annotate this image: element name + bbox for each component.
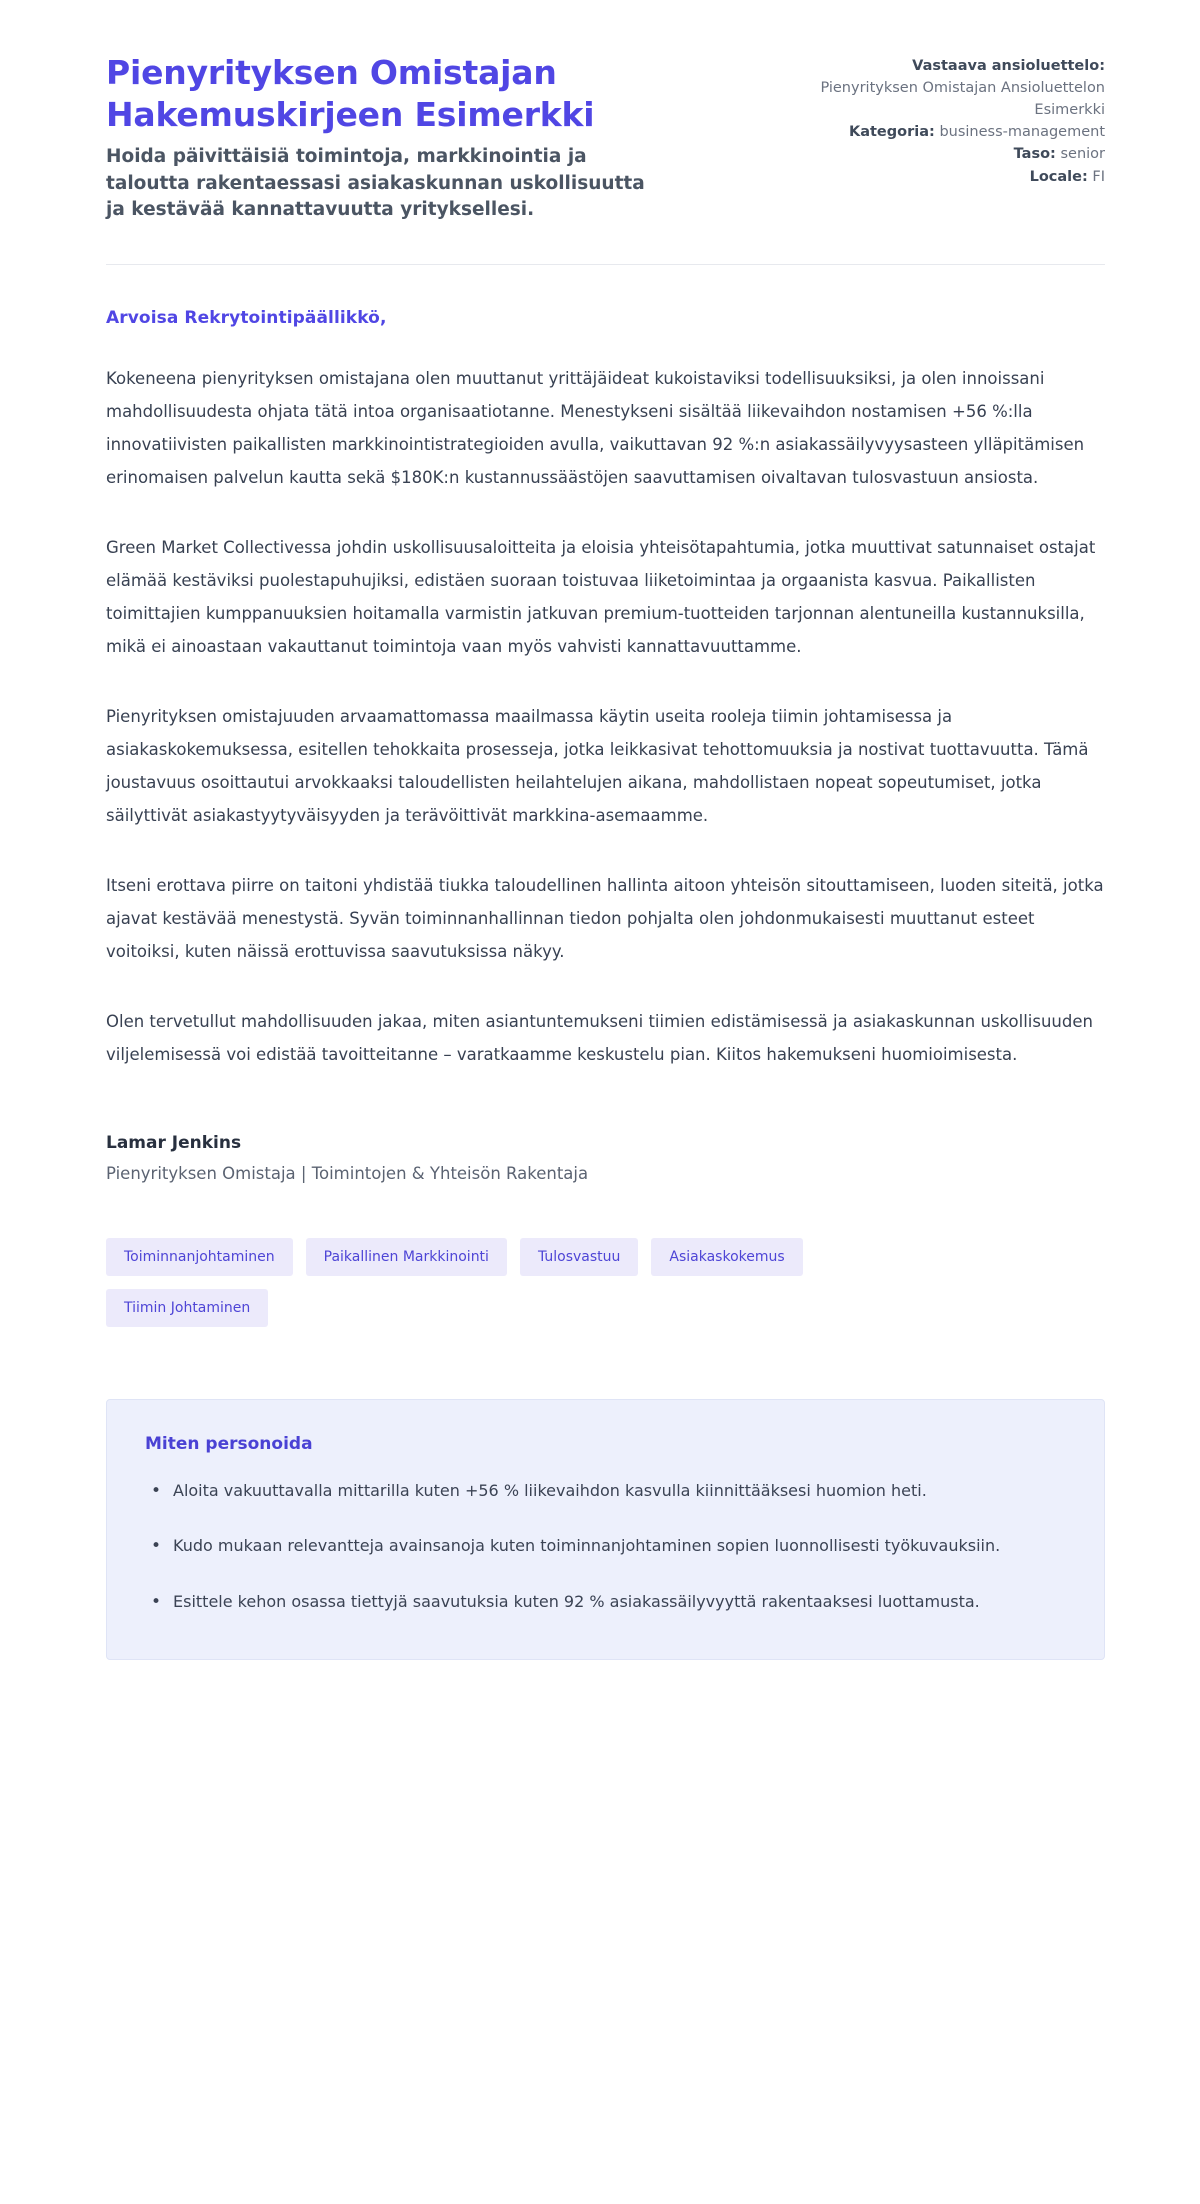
skill-tag[interactable]: Paikallinen Markkinointi <box>306 1238 507 1276</box>
meta-category-value: business-management <box>939 123 1105 140</box>
personalization-callout <box>106 1399 1105 1660</box>
letter-paragraph: Olen tervetullut mahdollisuuden jakaa, miten asiantuntemukseni tiimien edistämisessä ja asiakaskunnan uskollisuuden viljelemisessä voi edistää tavoitteitanne – varatkaamme keskustelu pian. Kiitos hakemukseni huomioimisesta. <box>106 1012 1093 1065</box>
document-header <box>106 52 1105 223</box>
callout-tip-item: • Aloita vakuuttavalla mittarilla kuten +56 % liikevaihdon kasvulla kiinnittääksesi huomion heti. <box>145 1475 1003 1506</box>
page-title: Pienyrityksen Omistajan Hakemuskirjeen Esimerkki <box>106 53 595 135</box>
header-title-block <box>106 52 726 223</box>
signature-name: Lamar Jenkins <box>106 1133 242 1154</box>
callout-tip-item: • Esittele kehon osassa tiettyjä saavutuksia kuten 92 % asiakassäilyvyyttä rakentaaksesi luottamusta. <box>145 1586 1003 1617</box>
skill-tag[interactable]: Tulosvastuu <box>520 1238 638 1276</box>
skill-tag[interactable]: Toiminnanjohtaminen <box>106 1238 293 1276</box>
letter-salutation: Arvoisa Rekrytointipäällikkö, <box>106 308 387 329</box>
callout-tip-list <box>145 1475 1066 1617</box>
page-subtitle: Hoida päivittäisiä toimintoja, markkinointia ja taloutta rakentaessasi asiakaskunnan uskollisuutta ja kestävää kannattavuutta yrityksellesi. <box>106 146 645 220</box>
meta-category <box>805 122 1105 143</box>
meta-locale-label: Locale: <box>1029 168 1088 185</box>
meta-level <box>805 144 1105 165</box>
meta-level-value: senior <box>1060 146 1105 163</box>
letter-paragraph: Itseni erottava piirre on taitoni yhdistää tiukka taloudellinen hallinta aitoon yhteisön sitouttamiseen, luoden siteitä, jotka ajavat kestävää menestystä. Syvän toiminnanhallinnan tiedon pohjalta olen johdonmukaisesti muuttanut esteet voitoiksi, kuten näissä erottuvissa saavutuksissa näkyy. <box>106 876 1104 962</box>
meta-locale-value: FI <box>1092 168 1105 185</box>
letter-paragraphs <box>106 362 1105 1071</box>
skill-tag[interactable]: Tiimin Johtaminen <box>106 1289 268 1327</box>
meta-related-resume-value: Pienyrityksen Omistajan Ansioluettelon Esimerkki <box>820 80 1105 118</box>
signature-role: Pienyrityksen Omistaja | Toimintojen & Yhteisön Rakentaja <box>106 1164 589 1184</box>
skill-tag[interactable]: Asiakaskokemus <box>651 1238 802 1276</box>
cover-letter-body <box>106 265 1105 1660</box>
meta-locale <box>805 167 1105 188</box>
callout-title: Miten personoida <box>145 1434 313 1455</box>
callout-tip-item: • Kudo mukaan relevantteja avainsanoja kuten toiminnanjohtaminen sopien luonnollisesti työkuvauksiin. <box>145 1530 1003 1561</box>
skill-tag-list <box>106 1238 906 1327</box>
meta-related-resume-value-row <box>805 78 1105 121</box>
letter-paragraph: Pienyrityksen omistajuuden arvaamattomassa maailmassa käytin useita rooleja tiimin johtamisessa ja asiakaskokemuksessa, esitellen tehokkaita prosesseja, jotka leikkasivat tehottomuuksia ja nostivat tuottavuutta. Tämä joustavuus osoittautui arvokkaaksi taloudellisten heilahtelujen aikana, mahdollistaen nopeat sopeutumiset, jotka säilyttivät asiakastyytyväisyyden ja terävöittivät markkina-asemaamme. <box>106 707 1089 826</box>
letter-paragraph: Kokeneena pienyrityksen omistajana olen muuttanut yrittäjäideat kukoistaviksi todellisuuksiksi, ja olen innoissani mahdollisuudesta ohjata tätä intoa organisaatiotanne. Menestykseni sisältää liikevaihdon nostamisen +56 %:lla innovatiivisten paikallisten markkinointistrategioiden avulla, vaikuttavan 92 %:n asiakassäilyvyysasteen ylläpitämisen erinomaisen palvelun kautta sekä $180K:n kustannussäästöjen saavuttamisen oivaltavan tulosvastuun ansiosta. <box>106 369 1085 488</box>
meta-level-label: Taso: <box>1013 146 1056 163</box>
meta-related-resume <box>805 56 1105 77</box>
meta-related-resume-label: Vastaava ansioluettelo: <box>912 58 1105 74</box>
meta-category-label: Kategoria: <box>848 123 935 140</box>
header-metadata <box>805 52 1105 189</box>
letter-paragraph: Green Market Collectivessa johdin uskollisuusaloitteita ja eloisia yhteisötapahtumia, jotka muuttivat satunnaiset ostajat elämää kestäviksi puolestapuhujiksi, edistäen suoraan toistuvaa liiketoimintaa ja orgaanista kasvua. Paikallisten toimittajien kumppanuuksien hoitamalla varmistin jatkuvan premium-tuotteiden tarjonnan alentuneilla kustannuksilla, mikä ei ainoastaan vakauttanut toimintoja vaan myös vahvisti kannattavuuttamme. <box>106 538 1096 657</box>
signature-block <box>106 1133 1105 1183</box>
